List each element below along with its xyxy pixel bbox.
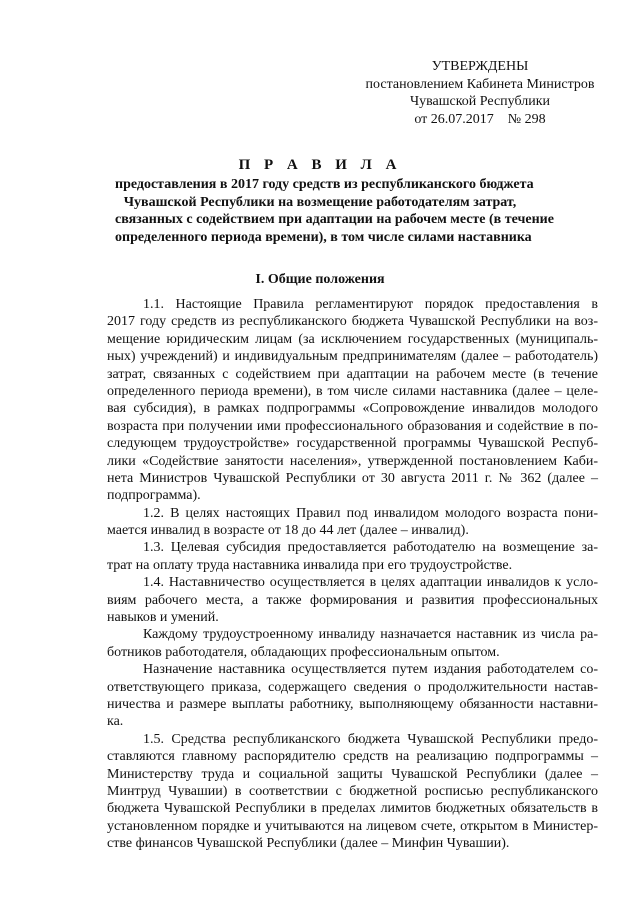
text-line: мещение юридическим лицам (за исключением государственных (муниципаль- bbox=[107, 331, 598, 347]
text-line: Каждому трудоустроенному инвалиду назначается наставник из числа ра- bbox=[143, 627, 598, 643]
text-line: стве финансов Чувашской Республики (далее – Минфин Чувашии). bbox=[107, 836, 510, 852]
text-line: ничества и размере выплаты работнику, выполняющему обязанности наставни- bbox=[107, 696, 598, 712]
paragraph bbox=[107, 505, 598, 540]
text-line: 1.1. Настоящие Правила регламентируют порядок предоставления в bbox=[143, 297, 598, 312]
text-line: 1.4. Наставничество осуществляется в целях адаптации инвалидов к усло- bbox=[143, 575, 598, 591]
paragraph bbox=[107, 539, 598, 574]
approval-heading: УТВЕРЖДЕНЫ bbox=[431, 59, 529, 74]
text-line: определенного периода времени), в том числе силами наставника (далее – целе- bbox=[107, 383, 598, 399]
text-line: ответствующего приказа, содержащего сведения о продолжительности настав- bbox=[107, 679, 598, 695]
paragraph bbox=[107, 626, 598, 661]
document-title: П Р А В И Л А bbox=[238, 157, 402, 173]
approval-issuer: постановлением Кабинета Министров bbox=[365, 76, 595, 92]
document-body bbox=[107, 296, 598, 853]
text-line: нета Министров Чувашской Республики от 30 августа 2011 г. № 362 (далее – bbox=[107, 470, 598, 486]
text-line: следующем трудоустройстве» государственной программы Чувашской Респуб- bbox=[107, 436, 598, 452]
paragraph bbox=[107, 296, 598, 505]
subtitle-line: предоставления в 2017 году средств из республиканского бюджета bbox=[115, 177, 534, 192]
text-line: Назначение наставника осуществляется путем издания работодателем со- bbox=[143, 662, 598, 678]
text-line: виям рабочего места, а также формирования и развития профессиональных bbox=[107, 592, 598, 608]
text-line: ставляются главному распорядителю средств на реализацию подпрограммы – bbox=[107, 749, 598, 765]
paragraph bbox=[107, 731, 598, 853]
section-heading: I. Общие положения bbox=[255, 272, 385, 287]
text-line: трат на оплату труда наставника инвалида при его трудоустройстве. bbox=[107, 557, 513, 573]
paragraph bbox=[107, 661, 598, 731]
text-line: возраста при получении ими профессионального образования и содействие в по- bbox=[107, 418, 598, 434]
text-line: 1.5. Средства республиканского бюджета Чувашской Республики предо- bbox=[143, 731, 598, 747]
text-line: ка. bbox=[107, 714, 124, 730]
text-line: установленном порядке и учитываются на лицевом счете, открытом в Министер- bbox=[107, 818, 598, 834]
document-subtitle bbox=[115, 176, 554, 246]
approval-stamp bbox=[350, 58, 610, 128]
text-line: бюджета Чувашской Республики в пределах лимитов бюджетных обязательств в bbox=[107, 801, 598, 817]
text-line: ных) учреждений) и индивидуальным предпринимателям (далее – работодатель) bbox=[107, 349, 598, 365]
text-line: 2017 году средств из республиканского бюджета Чувашской Республики на воз- bbox=[107, 314, 598, 330]
text-line: лики «Содействие занятости населения», утвержденной постановлением Каби- bbox=[107, 453, 598, 469]
subtitle-line: определенного периода времени), в том числе силами наставника bbox=[115, 229, 532, 245]
text-line: затрат, связанных с содействием при адаптации на рабочем месте (в течение bbox=[107, 366, 598, 382]
text-line: мается инвалид в возрасте от 18 до 44 лет (далее – инвалид). bbox=[107, 523, 469, 539]
subtitle-line: связанных с содействием при адаптации на рабочем месте (в течение bbox=[115, 212, 554, 227]
text-line: 1.2. В целях настоящих Правил под инвалидом молодого возраста пони- bbox=[143, 505, 598, 521]
text-line: ботников работодателя, обладающих профессиональным опытом. bbox=[107, 644, 500, 660]
text-line: 1.3. Целевая субсидия предоставляется работодателю на возмещение за- bbox=[143, 540, 598, 556]
text-line: Минтруд Чувашии) в соответствии с бюджетной росписью республиканского bbox=[107, 783, 598, 799]
text-line: подпрограмма). bbox=[107, 488, 201, 504]
text-line: вая субсидия), в рамках подпрограммы «Сопровождение инвалидов молодого bbox=[107, 401, 598, 417]
approval-date-number: от 26.07.2017 № 298 bbox=[414, 111, 546, 127]
paragraph bbox=[107, 574, 598, 626]
approval-republic: Чувашской Республики bbox=[409, 94, 551, 109]
text-line: навыков и умений. bbox=[107, 610, 219, 626]
text-line: Министерству труда и социальной защиты Чувашской Республики (далее – bbox=[107, 766, 598, 782]
subtitle-line: Чувашской Республики на возмещение работодателям затрат, bbox=[123, 194, 517, 210]
